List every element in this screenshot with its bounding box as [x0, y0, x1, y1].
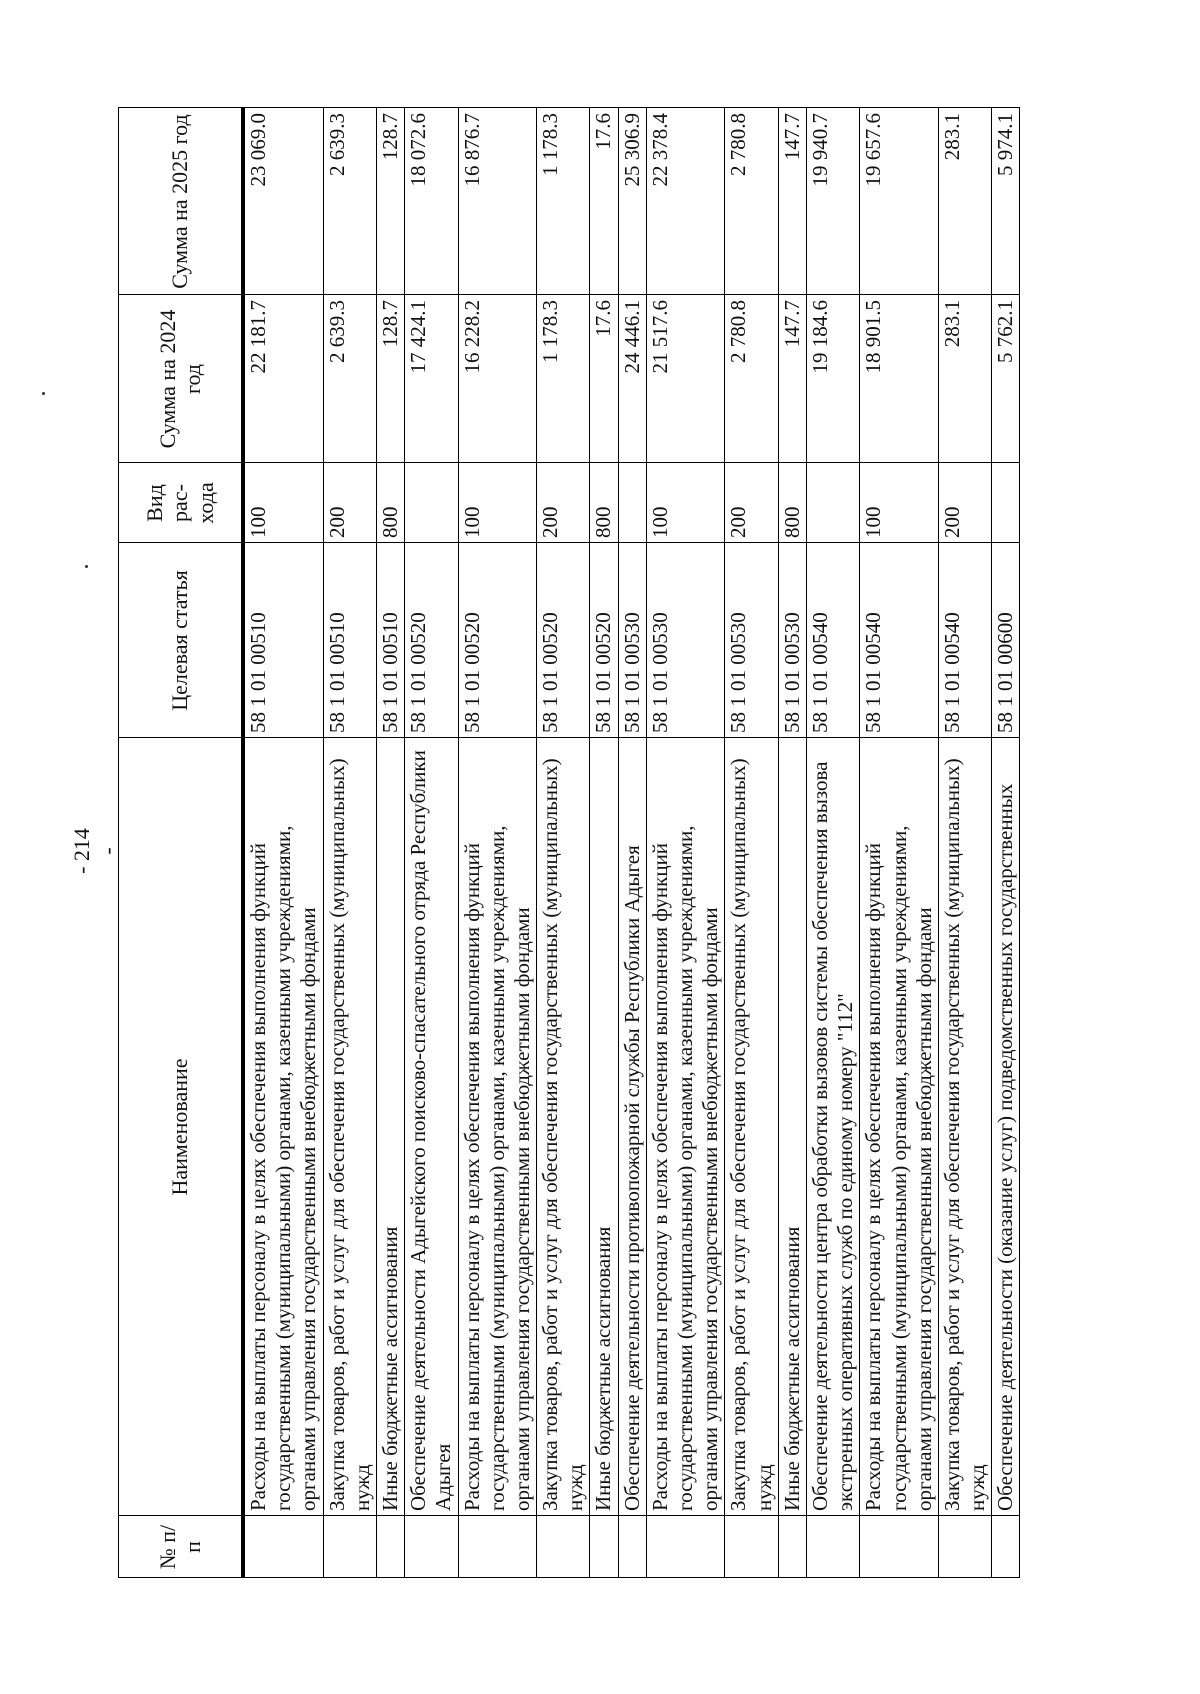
- row-sum-2025: 23 069.0: [243, 108, 323, 295]
- row-expense-type: [806, 463, 859, 543]
- table-row: [537, 108, 590, 1578]
- row-num: [405, 1516, 458, 1578]
- row-name: Расходы на выплаты персоналу в целях обеспечения выполнения функций государственными (муниципальными) органами, казенными учреждениями, органами управления государственными внебюджетными фондами: [860, 738, 939, 1516]
- header-sum-2025: Сумма на 2025 год: [119, 108, 244, 295]
- row-name: Расходы на выплаты персоналу в целях обеспечения выполнения функций государственными (муниципальными) органами, казенными учреждениями, органами управления государственными внебюджетными фондами: [458, 738, 537, 1516]
- page-number: - 214 -: [69, 828, 120, 874]
- row-num: [590, 1516, 618, 1578]
- row-name: Иные бюджетные ассигнования: [778, 738, 806, 1516]
- row-target-article: 58 1 01 00520: [590, 543, 618, 738]
- row-num: [806, 1516, 859, 1578]
- row-expense-type: 100: [860, 463, 939, 543]
- row-target-article: 58 1 01 00510: [243, 543, 323, 738]
- row-name: Иные бюджетные ассигнования: [590, 738, 618, 1516]
- row-expense-type: [618, 463, 646, 543]
- table-header: [119, 108, 244, 1578]
- row-expense-type: 200: [537, 463, 590, 543]
- row-name: Расходы на выплаты персоналу в целях обеспечения выполнения функций государственными (муниципальными) органами, казенными учреждениями, органами управления государственными внебюджетными фондами: [243, 738, 323, 1516]
- row-target-article: 58 1 01 00520: [458, 543, 537, 738]
- table-row: [590, 108, 618, 1578]
- row-name: Обеспечение деятельности (оказание услуг) подведомственных государственных: [992, 738, 1020, 1516]
- header-target: Целевая статья: [119, 543, 244, 738]
- row-sum-2025: 5 974.1: [992, 108, 1020, 295]
- row-sum-2024: 17.6: [590, 295, 618, 463]
- header-sum-2024: Сумма на 2024 год: [119, 295, 244, 463]
- row-sum-2025: 18 072.6: [405, 108, 458, 295]
- row-sum-2024: 283.1: [938, 295, 991, 463]
- row-expense-type: [405, 463, 458, 543]
- row-num: [537, 1516, 590, 1578]
- row-num: [778, 1516, 806, 1578]
- row-expense-type: 200: [725, 463, 778, 543]
- table-row: [938, 108, 991, 1578]
- row-expense-type: [992, 463, 1020, 543]
- row-name: Обеспечение деятельности Адыгейского поисково-спасательного отряда Республики Адыгея: [405, 738, 458, 1516]
- row-target-article: 58 1 01 00530: [778, 543, 806, 738]
- budget-table: [118, 107, 1020, 1578]
- table-row: [778, 108, 806, 1578]
- row-expense-type: 800: [590, 463, 618, 543]
- row-name: Закупка товаров, работ и услуг для обеспечения государственных (муниципальных) нужд: [323, 738, 376, 1516]
- scan-speck: [85, 565, 88, 568]
- row-sum-2025: 22 378.4: [646, 108, 725, 295]
- row-target-article: 58 1 01 00530: [618, 543, 646, 738]
- row-name: Иные бюджетные ассигнования: [376, 738, 404, 1516]
- row-sum-2025: 19 657.6: [860, 108, 939, 295]
- row-expense-type: 800: [376, 463, 404, 543]
- row-sum-2024: 147.7: [778, 295, 806, 463]
- table-body: [243, 108, 1020, 1578]
- table-row: [243, 108, 323, 1578]
- row-sum-2024: 16 228.2: [458, 295, 537, 463]
- row-expense-type: 100: [243, 463, 323, 543]
- row-num: [323, 1516, 376, 1578]
- row-sum-2024: 18 901.5: [860, 295, 939, 463]
- row-sum-2025: 147.7: [778, 108, 806, 295]
- row-expense-type: 800: [778, 463, 806, 543]
- row-sum-2024: 2 639.3: [323, 295, 376, 463]
- row-sum-2025: 16 876.7: [458, 108, 537, 295]
- row-sum-2025: 128.7: [376, 108, 404, 295]
- table-row: [992, 108, 1020, 1578]
- row-target-article: 58 1 01 00530: [646, 543, 725, 738]
- table-row: [376, 108, 404, 1578]
- row-target-article: 58 1 01 00600: [992, 543, 1020, 738]
- row-sum-2025: 1 178.3: [537, 108, 590, 295]
- header-num: № п/п: [119, 1516, 244, 1578]
- row-target-article: 58 1 01 00540: [860, 543, 939, 738]
- row-num: [646, 1516, 725, 1578]
- row-num: [376, 1516, 404, 1578]
- row-num: [860, 1516, 939, 1578]
- row-sum-2024: 17 424.1: [405, 295, 458, 463]
- rotated-table-container: [118, 108, 1068, 1578]
- row-sum-2024: 24 446.1: [618, 295, 646, 463]
- row-target-article: 58 1 01 00540: [806, 543, 859, 738]
- row-name: Обеспечение деятельности центра обработки вызовов системы обеспечения вызова экстренных оперативных служб по единому номеру "112": [806, 738, 859, 1516]
- row-name: Обеспечение деятельности противопожарной службы Республики Адыгея: [618, 738, 646, 1516]
- row-target-article: 58 1 01 00540: [938, 543, 991, 738]
- row-num: [458, 1516, 537, 1578]
- table-row: [405, 108, 458, 1578]
- table-row: [323, 108, 376, 1578]
- table-row: [725, 108, 778, 1578]
- row-sum-2025: 25 306.9: [618, 108, 646, 295]
- row-target-article: 58 1 01 00510: [323, 543, 376, 738]
- row-name: Закупка товаров, работ и услуг для обеспечения государственных (муниципальных) нужд: [537, 738, 590, 1516]
- row-num: [243, 1516, 323, 1578]
- row-target-article: 58 1 01 00510: [376, 543, 404, 738]
- scan-speck: [42, 392, 45, 395]
- row-sum-2025: 283.1: [938, 108, 991, 295]
- table-row: [646, 108, 725, 1578]
- row-sum-2024: 128.7: [376, 295, 404, 463]
- table-row: [806, 108, 859, 1578]
- row-num: [618, 1516, 646, 1578]
- row-target-article: 58 1 01 00520: [405, 543, 458, 738]
- row-sum-2024: 5 762.1: [992, 295, 1020, 463]
- row-name: Закупка товаров, работ и услуг для обеспечения государственных (муниципальных) нужд: [725, 738, 778, 1516]
- row-sum-2025: 2 639.3: [323, 108, 376, 295]
- row-num: [725, 1516, 778, 1578]
- row-sum-2024: 21 517.6: [646, 295, 725, 463]
- header-type: Вид рас-хода: [119, 463, 244, 543]
- row-sum-2025: 19 940.7: [806, 108, 859, 295]
- row-expense-type: 100: [646, 463, 725, 543]
- row-target-article: 58 1 01 00520: [537, 543, 590, 738]
- row-expense-type: 200: [938, 463, 991, 543]
- row-sum-2024: 2 780.8: [725, 295, 778, 463]
- row-sum-2024: 22 181.7: [243, 295, 323, 463]
- table-row: [860, 108, 939, 1578]
- row-target-article: 58 1 01 00530: [725, 543, 778, 738]
- row-sum-2024: 1 178.3: [537, 295, 590, 463]
- row-sum-2025: 2 780.8: [725, 108, 778, 295]
- row-name: Закупка товаров, работ и услуг для обеспечения государственных (муниципальных) нужд: [938, 738, 991, 1516]
- row-sum-2024: 19 184.6: [806, 295, 859, 463]
- row-name: Расходы на выплаты персоналу в целях обеспечения выполнения функций государственными (муниципальными) органами, казенными учреждениями, органами управления государственными внебюджетными фондами: [646, 738, 725, 1516]
- row-num: [992, 1516, 1020, 1578]
- row-expense-type: 200: [323, 463, 376, 543]
- row-num: [938, 1516, 991, 1578]
- row-sum-2025: 17.6: [590, 108, 618, 295]
- header-name: Наименование: [119, 738, 244, 1516]
- table-row: [618, 108, 646, 1578]
- row-expense-type: 100: [458, 463, 537, 543]
- table-row: [458, 108, 537, 1578]
